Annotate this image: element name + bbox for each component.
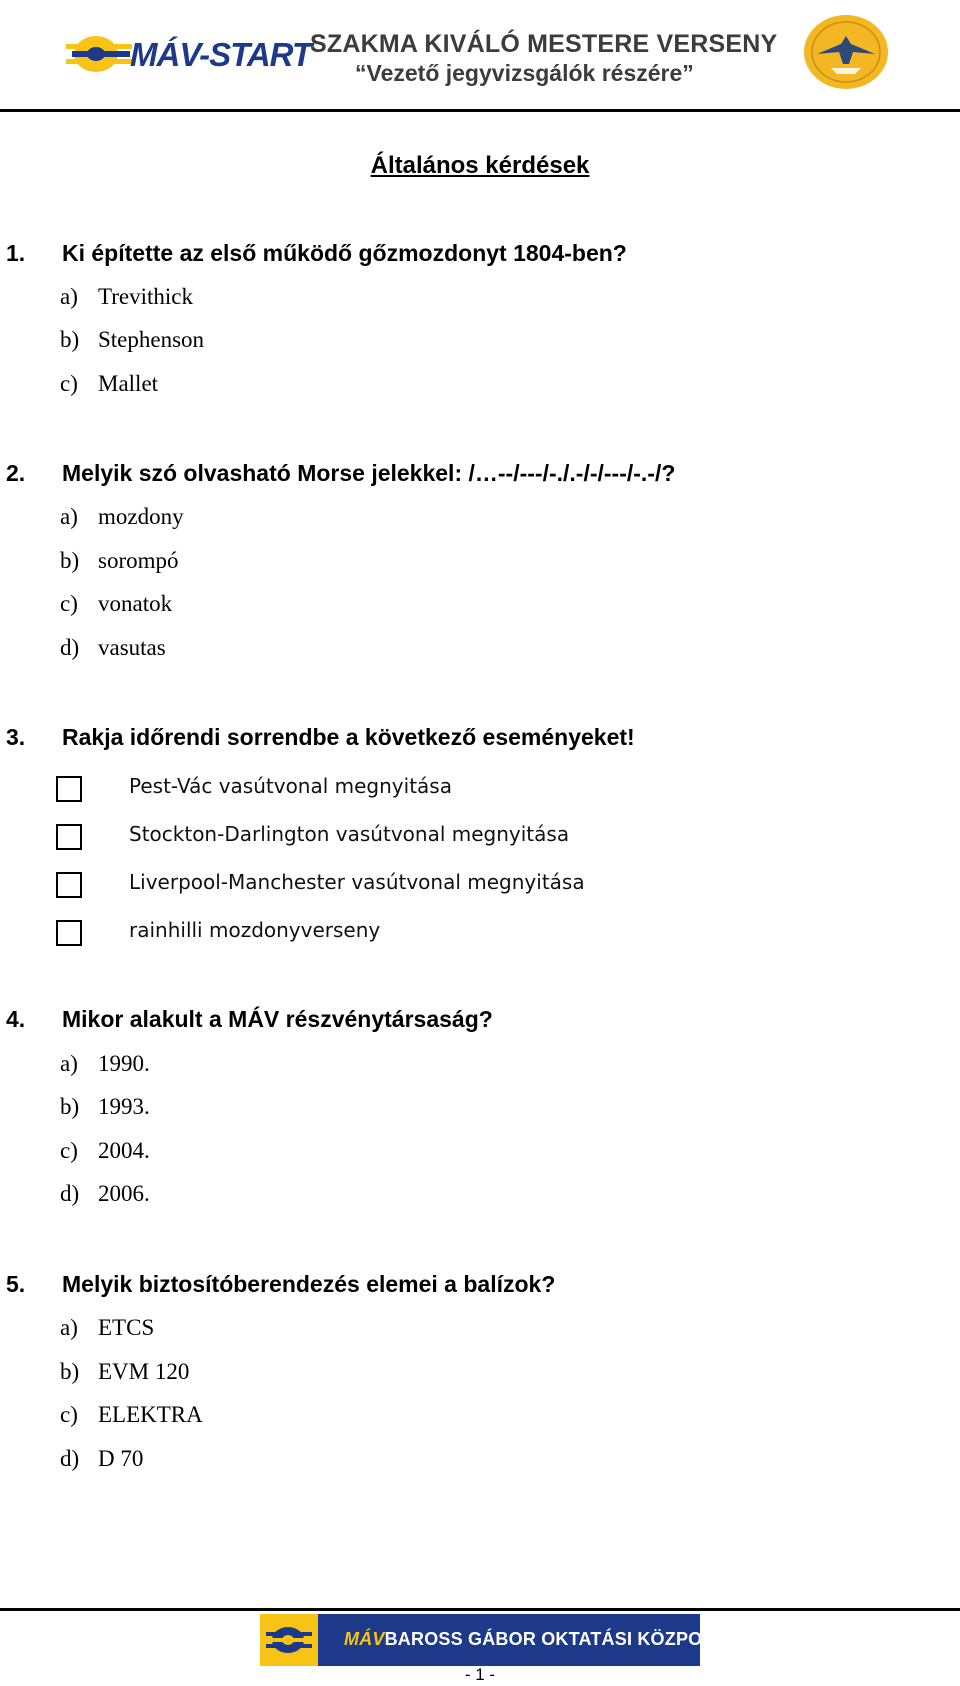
option-letter: c) [60,371,78,396]
option-text: EVM 120 [98,1359,190,1384]
answer-option[interactable] [60,284,193,310]
ordering-item-label: Liverpool-Manchester vasútvonal megnyitása [129,870,585,894]
answer-option[interactable] [60,1051,150,1077]
option-letter: d) [60,1446,80,1471]
question-4 [6,1006,493,1033]
option-text: vasutas [98,635,166,660]
question-1 [6,240,627,267]
option-letter: a) [60,1051,78,1076]
option-text: D 70 [98,1446,144,1471]
answer-option[interactable] [60,1446,143,1472]
logo-text: MÁV-START [130,36,312,73]
option-text: sorompó [98,548,179,573]
option-letter: b) [60,1094,80,1119]
option-text: 1993. [98,1094,150,1119]
question-number: 3. [6,724,26,750]
option-letter: b) [60,548,80,573]
mav-start-logo [66,30,312,78]
competition-subtitle: “Vezető jegyvizsgálók részére” [355,60,694,86]
answer-option[interactable] [60,504,184,530]
footer-banner [260,1614,727,1666]
page-number: - 1 - [464,1665,496,1684]
option-text: Mallet [98,371,159,396]
checkbox[interactable] [56,872,82,898]
banner-text [344,1629,727,1650]
option-letter: a) [60,284,78,309]
question-text: Mikor alakult a MÁV részvénytársaság? [62,1006,493,1032]
answer-option[interactable] [60,327,204,353]
option-letter: d) [60,1181,80,1206]
answer-option[interactable] [60,371,158,397]
option-letter: d) [60,635,80,660]
answer-option[interactable] [60,1181,150,1207]
question-text: Melyik szó olvasható Morse jelekkel: /…--/---/-./.-/-/---/-.-/? [62,460,676,486]
ordering-item-label: Stockton-Darlington vasútvonal megnyitása [129,822,570,846]
option-letter: c) [60,591,78,616]
option-letter: b) [60,327,80,352]
section-title: Általános kérdések [370,152,590,179]
checkbox[interactable] [56,824,82,850]
option-text: ETCS [98,1315,155,1340]
checkbox[interactable] [56,776,82,802]
option-text: Trevithick [98,284,193,309]
option-letter: b) [60,1359,80,1384]
ordering-item-label: Pest-Vác vasútvonal megnyitása [129,774,452,798]
option-text: mozdony [98,504,184,529]
question-text: Ki építette az első működő gőzmozdonyt 1804-ben? [62,240,627,266]
banner-org-text: BAROSS GÁBOR OKTATÁSI KÖZPONT [384,1629,727,1649]
mav-wings-icon [66,30,136,78]
mav-wings-icon [260,1614,318,1666]
answer-option[interactable] [60,1094,150,1120]
ordering-item-label: rainhilli mozdonyverseny [129,918,381,942]
answer-option[interactable] [60,548,179,574]
question-5 [6,1271,555,1298]
competition-title: SZAKMA KIVÁLÓ MESTERE VERSENY [310,30,778,58]
eagle-seal-icon [803,14,889,90]
option-text: 2006. [98,1181,150,1206]
option-letter: c) [60,1138,78,1163]
option-letter: c) [60,1402,78,1427]
option-letter: a) [60,1315,78,1340]
banner-mav-text: MÁV [344,1629,385,1649]
question-number: 2. [6,460,26,486]
question-text: Rakja időrendi sorrendbe a következő eseményeket! [62,724,635,750]
question-text: Melyik biztosítóberendezés elemei a balízok? [62,1271,556,1297]
footer-divider [0,1608,960,1611]
page-header [0,0,960,112]
checkbox[interactable] [56,920,82,946]
header-divider [0,109,960,112]
answer-option[interactable] [60,1359,189,1385]
option-text: 1990. [98,1051,150,1076]
question-number: 4. [6,1006,26,1032]
option-text: 2004. [98,1138,150,1163]
answer-option[interactable] [60,635,166,661]
option-text: ELEKTRA [98,1402,203,1427]
option-text: Stephenson [98,327,205,352]
option-letter: a) [60,504,78,529]
answer-option[interactable] [60,1402,203,1428]
answer-option[interactable] [60,1315,154,1341]
answer-option[interactable] [60,1138,150,1164]
question-number: 1. [6,240,26,266]
question-3 [6,724,635,751]
option-text: vonatok [98,591,173,616]
answer-option[interactable] [60,591,172,617]
question-number: 5. [6,1271,26,1297]
question-2 [6,460,675,487]
